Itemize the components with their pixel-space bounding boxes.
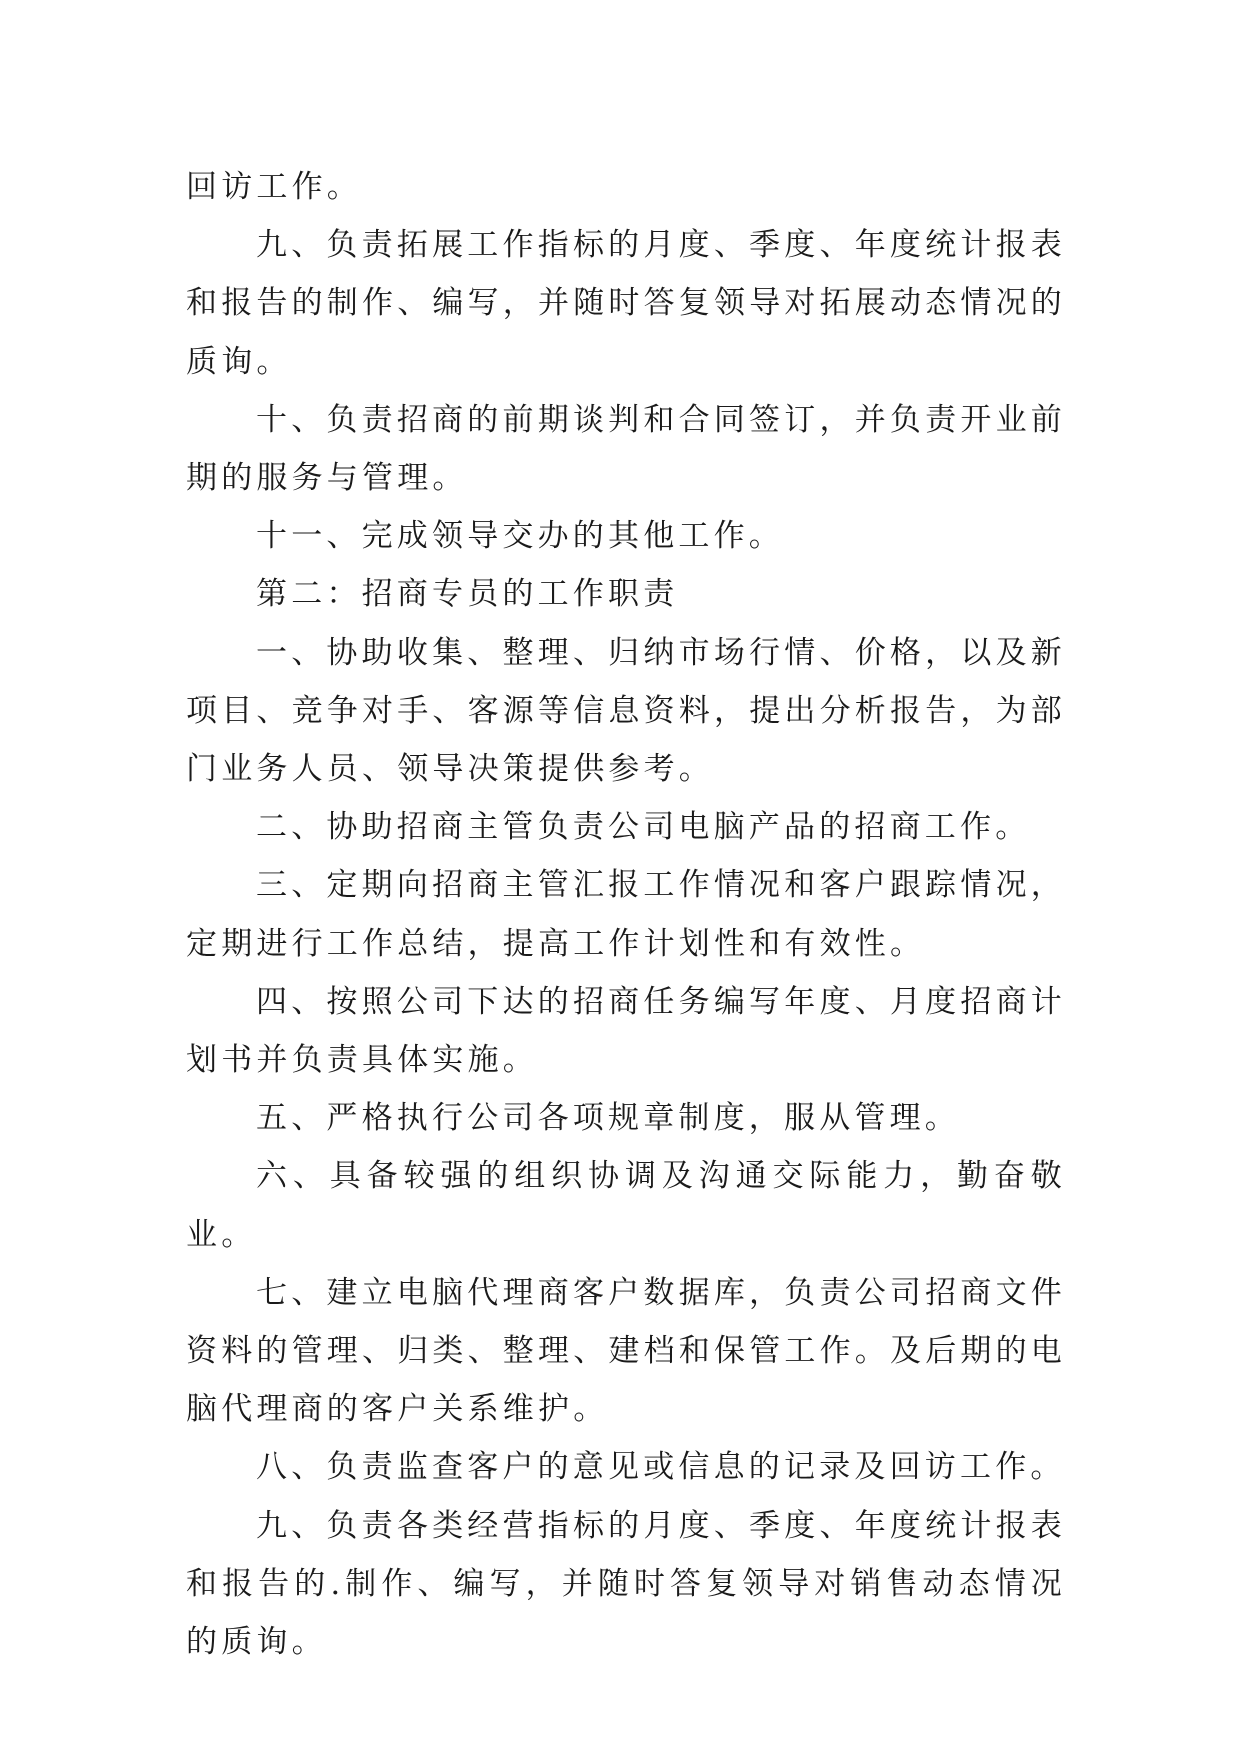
paragraph-item-8-feedback: 八、负责监查客户的意见或信息的记录及回访工作。	[256, 1449, 1066, 1486]
paragraph-item-7-database: 七、建立电脑代理商客户数据库，负责公司招商文件资料的管理、归类、整理、建档和保管工作。及后期的电脑代理商的客户关系维护。	[186, 1274, 1066, 1428]
paragraph-item-10-negotiation: 十、负责招商的前期谈判和合同签订，并负责开业前期的服务与管理。	[186, 401, 1066, 497]
paragraph-item-9-expansion-reports: 九、负责拓展工作指标的月度、季度、年度统计报表和报告的制作、编写，并随时答复领导对拓展动态情况的质询。	[186, 227, 1066, 380]
paragraph-item-6-communication: 六、具备较强的组织协调及沟通交际能力，勤奋敬业。	[186, 1158, 1066, 1253]
paragraph-continuation: 回访工作。	[186, 169, 362, 205]
paragraph-item-3-reporting: 三、定期向招商主管汇报工作情况和客户跟踪情况，定期进行工作总结，提高工作计划性和有效性。	[186, 867, 1066, 962]
paragraph-item-1-market-info: 一、协助收集、整理、归纳市场行情、价格，以及新项目、竞争对手、客源等信息资料，提出分析报告，为部门业务人员、领导决策提供参考。	[186, 634, 1066, 788]
paragraph-item-11-other-work: 十一、完成领导交办的其他工作。	[256, 518, 784, 555]
paragraph-item-5-rules: 五、严格执行公司各项规章制度，服从管理。	[256, 1100, 960, 1137]
section-heading-specialist-duties: 第二：招商专员的工作职责	[256, 576, 679, 613]
paragraph-item-4-plan: 四、按照公司下达的招商任务编写年度、月度招商计划书并负责具体实施。	[186, 983, 1066, 1079]
document-body	[186, 158, 1066, 1671]
paragraph-item-9-sales-reports: 九、负责各类经营指标的月度、季度、年度统计报表和报告的.制作、编写，并随时答复领导对销售动态情况的质询。	[186, 1507, 1066, 1661]
paragraph-item-2-assist-manager: 二、协助招商主管负责公司电脑产品的招商工作。	[256, 809, 1031, 846]
